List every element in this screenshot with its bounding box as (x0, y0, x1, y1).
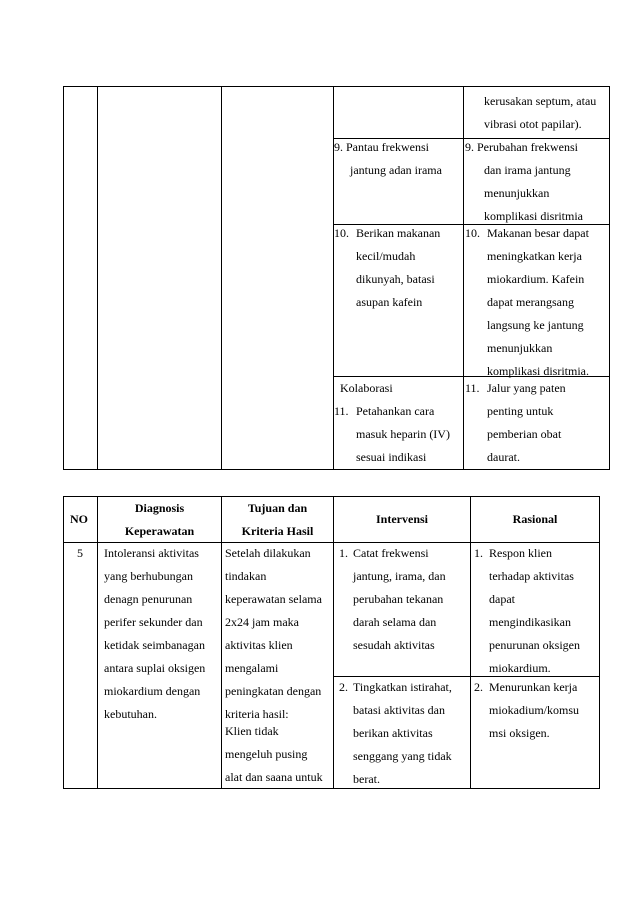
diagnosis-text: Intoleransi aktivitas (104, 546, 199, 560)
rasional-text: dapat merangsang (487, 295, 574, 309)
table1-top-border (63, 86, 610, 87)
rasional-text: Makanan besar dapat (487, 226, 589, 240)
intervensi-number: 1. (339, 546, 348, 560)
intervensi-text: darah selama dan (353, 615, 437, 629)
rasional-text: komplikasi disritmia (484, 209, 583, 223)
diagnosis-text: antara suplai oksigen (104, 661, 206, 675)
rasional-text: penurunan oksigen (489, 638, 580, 652)
rasional-number: 1. (474, 546, 483, 560)
rasional-text: dapat (489, 592, 515, 606)
intervensi-text: sesudah aktivitas (353, 638, 435, 652)
header-tujuan: Kriteria Hasil (241, 524, 314, 538)
rasional-text: kerusakan septum, atau (484, 94, 597, 108)
tujuan-text: mengeluh pusing (225, 747, 308, 761)
intervensi-text: 9. Pantau frekwensi (334, 140, 429, 154)
table1-row-divider (333, 138, 610, 139)
rasional-text: vibrasi otot papilar). (484, 117, 582, 131)
rasional-text: msi oksigen. (489, 726, 550, 740)
table2-col-line (97, 496, 98, 789)
rasional-text: Menurunkan kerja (489, 680, 578, 694)
rasional-text: Jalur yang paten (487, 381, 566, 395)
rasional-text: dan irama jantung (484, 163, 571, 177)
intervensi-text: asupan kafein (356, 295, 423, 309)
diagnosis-text: kebutuhan. (104, 707, 157, 721)
tujuan-text: Klien tidak (225, 724, 279, 738)
rasional-text: pemberian obat (487, 427, 562, 441)
table2-col-line (333, 496, 334, 789)
header-tujuan: Tujuan dan (247, 501, 308, 515)
intervensi-text: perubahan tekanan (353, 592, 444, 606)
tujuan-text: alat dan saana untuk (225, 770, 323, 784)
rasional-text: menunjukkan (487, 341, 553, 355)
intervensi-text: Tingkatkan istirahat, (353, 680, 452, 694)
tujuan-text: 2x24 jam maka (225, 615, 299, 629)
rasional-text: mengindikasikan (489, 615, 571, 629)
rasional-text: menunjukkan (484, 186, 550, 200)
tujuan-text: keperawatan selama (225, 592, 322, 606)
header-rasional: Rasional (512, 512, 558, 526)
intervensi-text: Catat frekwensi (353, 546, 429, 560)
rasional-text: daurat. (487, 450, 520, 464)
header-diagnosis: Diagnosis (134, 501, 185, 515)
intervensi-text: berikan aktivitas (353, 726, 433, 740)
table1-col-line (97, 86, 98, 470)
table1-row-divider (333, 224, 610, 225)
tujuan-text: kriteria hasil: (225, 707, 289, 721)
row-number: 5 (77, 546, 83, 560)
rasional-text: terhadap aktivitas (489, 569, 574, 583)
intervensi-text: dikunyah, batasi (356, 272, 435, 286)
table1-col-line (221, 86, 222, 470)
table1-col-line (463, 86, 464, 470)
header-no: NO (70, 512, 88, 526)
intervensi-text: batasi aktivitas dan (353, 703, 445, 717)
header-diagnosis: Keperawatan (124, 524, 195, 538)
rasional-text: meningkatkan kerja (487, 249, 582, 263)
intervensi-text: masuk heparin (IV) (356, 427, 450, 441)
intervensi-text: senggang yang tidak (353, 749, 452, 763)
intervensi-number: 10. (334, 226, 349, 240)
rasional-text: komplikasi disritmia. (487, 364, 589, 378)
intervensi-subheading: Kolaborasi (340, 381, 393, 395)
diagnosis-text: perifer sekunder dan (104, 615, 203, 629)
rasional-text: langsung ke jantung (487, 318, 584, 332)
tujuan-text: Setelah dilakukan (225, 546, 311, 560)
table2-col-line (599, 496, 600, 789)
tujuan-text: tindakan (225, 569, 267, 583)
rasional-text: miokardium. (489, 661, 551, 675)
diagnosis-text: miokardium dengan (104, 684, 201, 698)
table1-col-line (63, 86, 64, 470)
rasional-text: miokardium. Kafein (487, 272, 585, 286)
table2-top-border (63, 496, 600, 497)
table2-col-line (221, 496, 222, 789)
tujuan-text: mengalami (225, 661, 279, 675)
diagnosis-text: yang berhubungan (104, 569, 193, 583)
table2-col-line (470, 496, 471, 789)
rasional-text: 9. Perubahan frekwensi (465, 140, 578, 154)
intervensi-number: 2. (339, 680, 348, 694)
table1-bottom-border (63, 469, 610, 470)
diagnosis-text: ketidak seimbanagan (104, 638, 205, 652)
table2-col-line (63, 496, 64, 789)
intervensi-text: jantung, irama, dan (353, 569, 446, 583)
rasional-number: 2. (474, 680, 483, 694)
rasional-text: penting untuk (487, 404, 554, 418)
table2-header-divider (63, 542, 600, 543)
intervensi-text: jantung adan irama (350, 163, 442, 177)
rasional-text: miokadium/komsu (489, 703, 579, 717)
header-intervensi: Intervensi (376, 512, 428, 526)
tujuan-text: peningkatan dengan (225, 684, 322, 698)
table2-bottom-border (63, 788, 600, 789)
intervensi-number: 11. (334, 404, 349, 418)
rasional-text: Respon klien (489, 546, 552, 560)
rasional-number: 10. (465, 226, 480, 240)
intervensi-text: kecil/mudah (356, 249, 416, 263)
intervensi-text: sesuai indikasi (356, 450, 427, 464)
intervensi-text: Berikan makanan (356, 226, 441, 240)
diagnosis-text: denagn penurunan (104, 592, 193, 606)
table2-row-divider (333, 676, 600, 677)
intervensi-text: Petahankan cara (356, 404, 435, 418)
intervensi-text: berat. (353, 772, 380, 786)
table1-col-line (609, 86, 610, 470)
tujuan-text: aktivitas klien (225, 638, 293, 652)
rasional-number: 11. (465, 381, 480, 395)
